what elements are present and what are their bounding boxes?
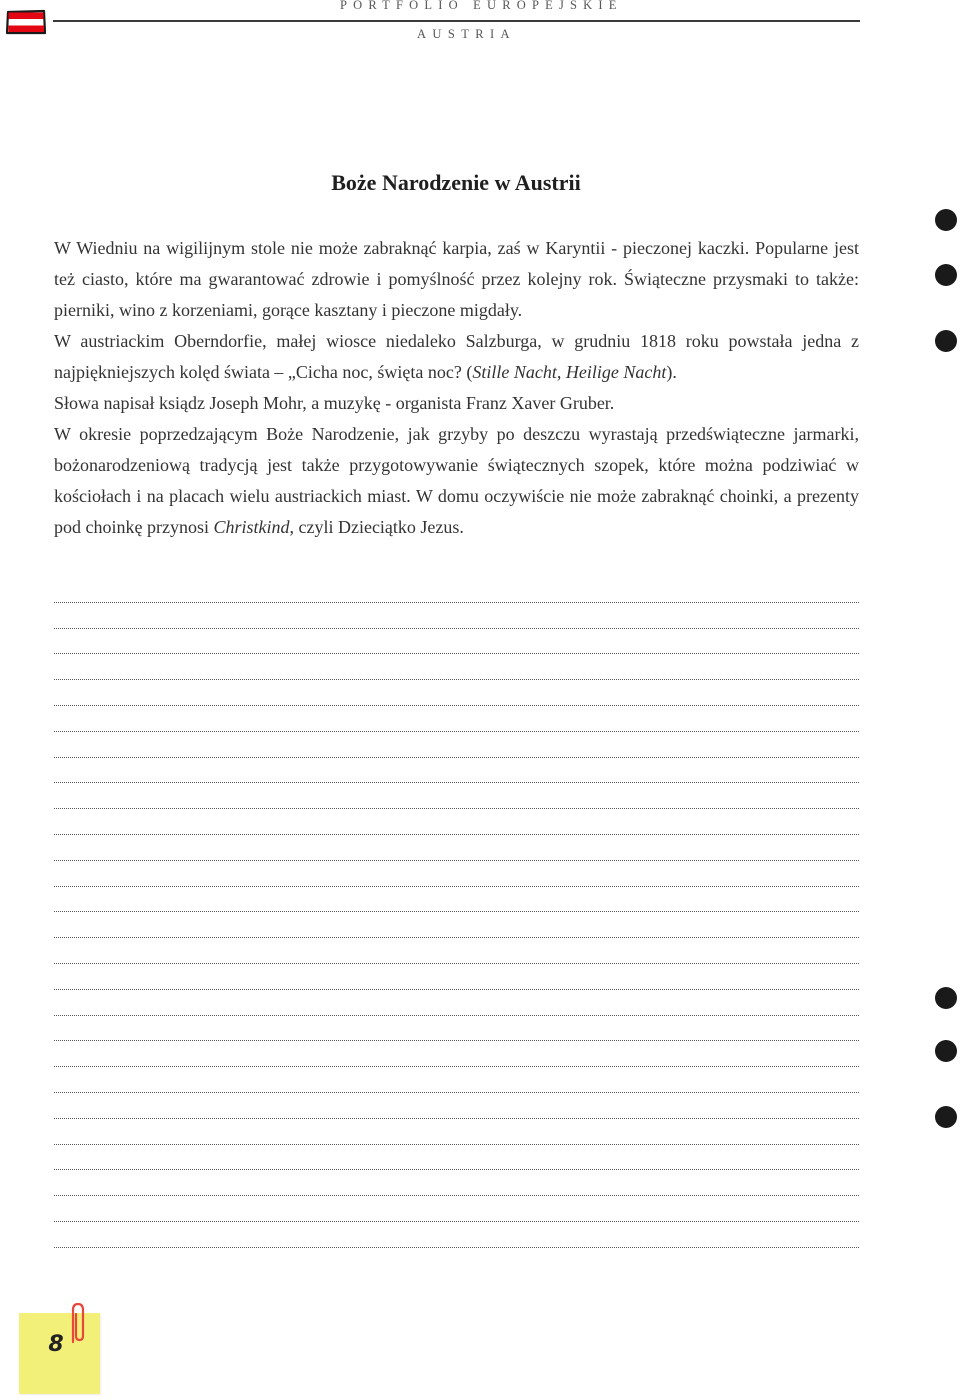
series-header: PORTFOLIO EUROPEJSKIE — [340, 0, 623, 12]
writing-line — [54, 680, 859, 706]
writing-line — [54, 1041, 859, 1067]
page-number: 8 — [48, 1332, 64, 1357]
paragraph-authors: Słowa napisał ksiądz Joseph Mohr, a muzykę - organista Franz Xaver Gruber. — [54, 393, 615, 413]
writing-line — [54, 938, 859, 964]
paragraph-markets — [54, 419, 859, 543]
writing-line — [54, 887, 859, 913]
writing-line — [54, 1067, 859, 1093]
paragraph-carol — [54, 326, 859, 388]
writing-line — [54, 629, 859, 655]
punch-hole-icon — [935, 209, 957, 231]
writing-line — [54, 706, 859, 732]
markets-text-end: , czyli Dzieciątko Jezus. — [289, 517, 464, 537]
writing-line — [54, 1170, 859, 1196]
carol-text-end: ). — [666, 362, 677, 382]
writing-line — [54, 1093, 859, 1119]
writing-line — [54, 1196, 859, 1222]
writing-line — [54, 1119, 859, 1145]
writing-line — [54, 835, 859, 861]
writing-line — [54, 1016, 859, 1042]
writing-line — [54, 990, 859, 1016]
writing-line — [54, 912, 859, 938]
country-subheader: AUSTRIA — [417, 27, 516, 41]
punch-hole-icon — [935, 1106, 957, 1128]
austria-flag-icon — [6, 9, 46, 35]
writing-line — [54, 654, 859, 680]
writing-lines — [54, 577, 859, 1248]
writing-line — [54, 758, 859, 784]
writing-line — [54, 861, 859, 887]
page-title: Boże Narodzenie w Austrii — [331, 170, 581, 195]
punch-hole-icon — [935, 330, 957, 352]
carol-original-title: Stille Nacht, Heilige Nacht — [472, 362, 667, 382]
writing-line — [54, 964, 859, 990]
writing-line — [54, 1222, 859, 1248]
writing-line — [54, 1145, 859, 1171]
article-body — [54, 233, 859, 543]
paragraph-food: W Wiedniu na wigilijnym stole nie może zabraknąć karpia, zaś w Karyntii - pieczonej kaczki. Popularne jest też ciasto, które ma gwarantować zdrowie i pomyślność przez kolejny rok. Świąteczne przysmaki to także: pierniki, wino z korzeniami, gorące kasztany i pieczone migdały. — [54, 238, 859, 320]
writing-line — [54, 732, 859, 758]
writing-line — [54, 809, 859, 835]
writing-line — [54, 603, 859, 629]
header-divider — [53, 20, 860, 22]
paperclip-icon — [64, 1302, 94, 1346]
writing-line — [54, 783, 859, 809]
markets-text: W okresie poprzedzającym Boże Narodzenie, jak grzyby po deszczu wyrastają przedświąteczne jarmarki, bożonarodzeniową tradycją jest także przygotowywanie świątecznych szopek, które można podziwiać w kościołach i na placach wielu austriackich miast. W domu oczywiście nie może zabraknąć choinki, a prezenty pod choinkę przynosi — [54, 424, 859, 537]
christkind-term: Christkind — [213, 517, 290, 537]
punch-hole-icon — [935, 1040, 957, 1062]
carol-text: W austriackim Oberndorfie, małej wiosce niedaleko Salzburga, w grudniu 1818 roku powstała jedna z najpiękniejszych kolęd świata – „Cicha noc, święta noc? ( — [54, 331, 859, 382]
writing-line — [54, 577, 859, 603]
punch-hole-icon — [935, 264, 957, 286]
punch-hole-icon — [935, 987, 957, 1009]
